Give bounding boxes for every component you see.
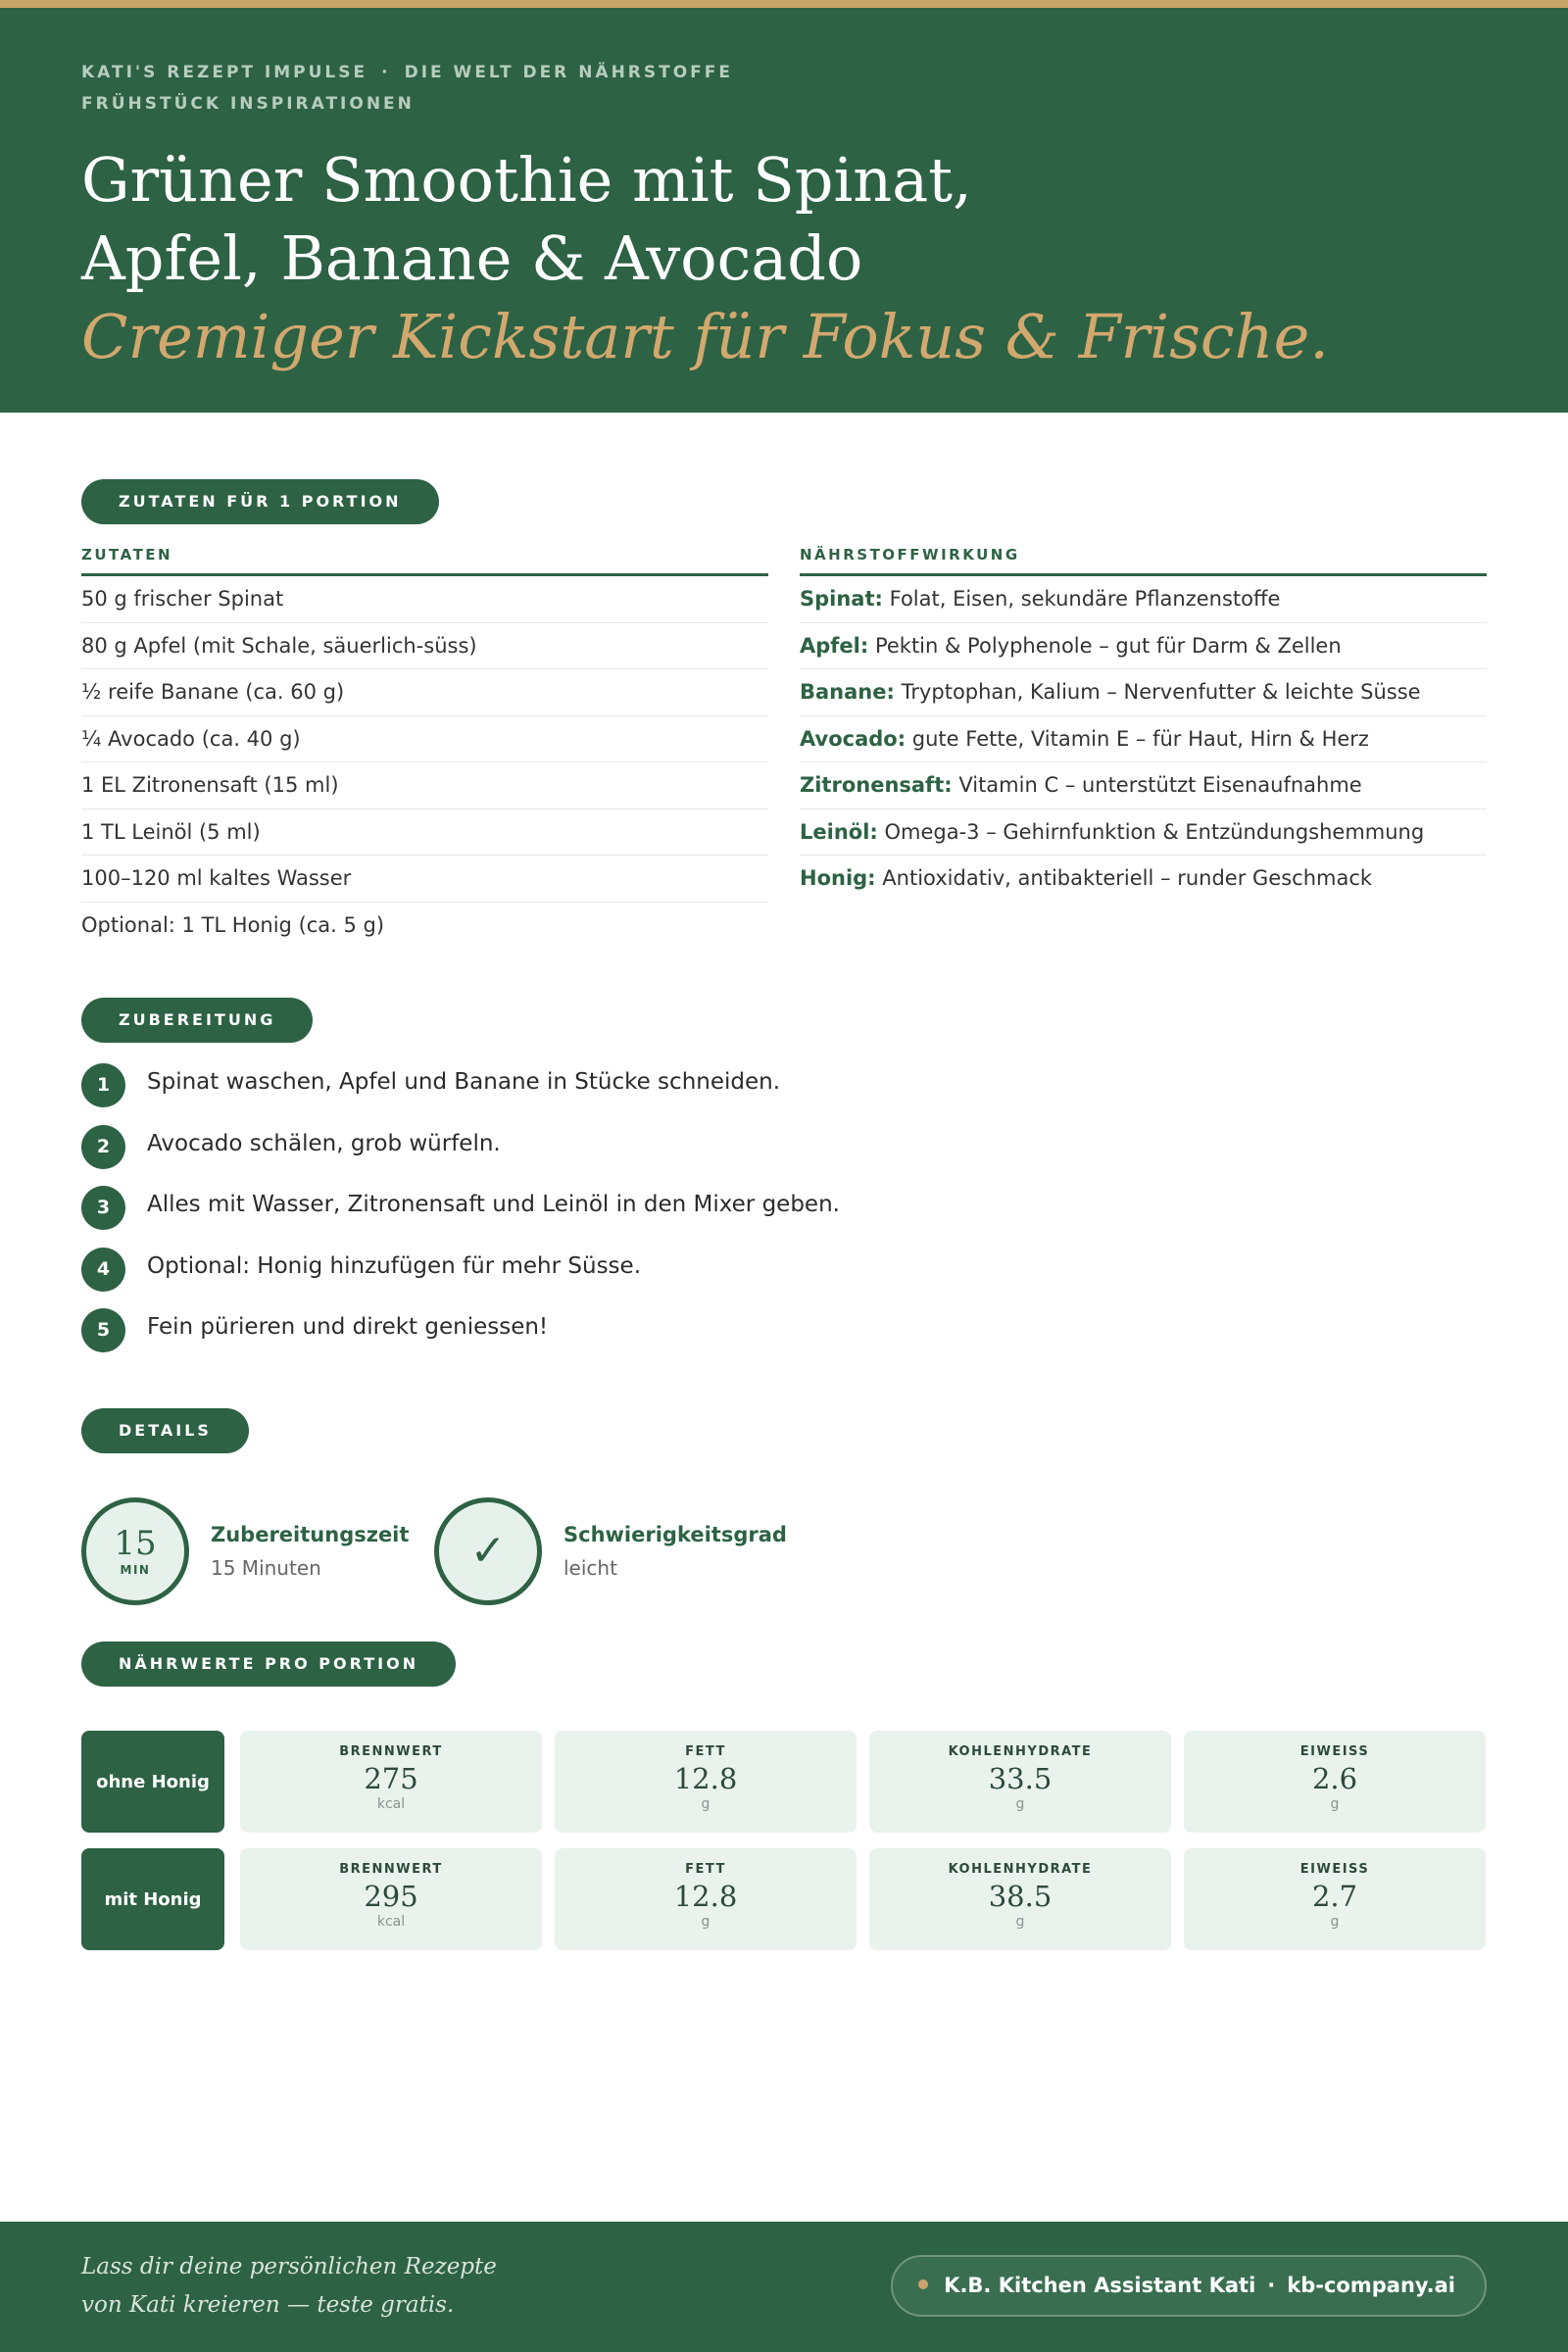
nutrition-cell-value: 12.8 bbox=[673, 1880, 738, 1913]
nutrition-cell-head: FETT bbox=[685, 1862, 726, 1877]
difficulty-value: leicht bbox=[564, 1556, 617, 1580]
ingredients-heading: ZUTATEN bbox=[81, 546, 768, 576]
nutrient-effects-list bbox=[800, 576, 1487, 903]
step-number: 1 bbox=[81, 1063, 125, 1107]
ingredient-item: 1 TL Leinöl (5 ml) bbox=[81, 809, 768, 857]
ingredient-item: ½ reife Banane (ca. 60 g) bbox=[81, 669, 768, 716]
prep-time-value: 15 Minuten bbox=[211, 1556, 321, 1580]
badge-separator: · bbox=[1267, 2274, 1276, 2297]
nutrition-cell-head: BRENNWERT bbox=[339, 1862, 443, 1877]
nutrition-cell bbox=[240, 1848, 542, 1950]
dot-icon bbox=[918, 2279, 928, 2289]
details-pill: DETAILS bbox=[81, 1408, 249, 1453]
nutrition-cell-unit: g bbox=[1330, 1914, 1340, 1930]
footer-tagline bbox=[81, 2248, 497, 2325]
title-line-2: Apfel, Banane & Avocado bbox=[81, 222, 863, 294]
nutrition-row bbox=[81, 1731, 1487, 1833]
ingredients-column bbox=[81, 546, 768, 949]
nutrient-effect-item bbox=[800, 716, 1487, 763]
nutrient-name: Banane: bbox=[800, 680, 895, 704]
preparation-steps bbox=[81, 1063, 963, 1370]
nutrition-cell bbox=[1184, 1731, 1486, 1833]
nutrition-cell-value: 12.8 bbox=[673, 1762, 738, 1795]
nutrition-cell-unit: g bbox=[701, 1796, 710, 1812]
kicker-line-2: FRÜHSTÜCK INSPIRATIONEN bbox=[81, 94, 415, 114]
nutrition-cell bbox=[869, 1731, 1171, 1833]
nutrition-cell-value: 33.5 bbox=[988, 1762, 1053, 1795]
nutrition-cell-head: EIWEISS bbox=[1299, 1744, 1370, 1759]
badge-name: K.B. Kitchen Assistant Kati bbox=[944, 2274, 1256, 2297]
step-item bbox=[81, 1063, 963, 1125]
nutrient-effect-text: Vitamin C – unterstützt Eisenaufnahme bbox=[958, 773, 1362, 797]
nutrition-cell-head: EIWEISS bbox=[1299, 1862, 1370, 1877]
nutrient-effect-text: Tryptophan, Kalium – Nervenfutter & leichte Süsse bbox=[901, 680, 1421, 704]
footer-tagline-line-1: Lass dir deine persönlichen Rezepte bbox=[81, 2254, 497, 2279]
step-item bbox=[81, 1248, 963, 1309]
checkmark-icon bbox=[434, 1497, 542, 1605]
nutrition-cell-unit: kcal bbox=[376, 1914, 406, 1930]
clock-icon bbox=[81, 1497, 189, 1605]
nutrient-effect-text: Folat, Eisen, sekundäre Pflanzenstoffe bbox=[889, 587, 1281, 611]
nutrition-pill: NÄHRWERTE PRO PORTION bbox=[81, 1642, 456, 1687]
nutrient-effect-item bbox=[800, 809, 1487, 857]
step-text: Optional: Honig hinzufügen für mehr Süsse. bbox=[147, 1252, 642, 1279]
nutrition-row bbox=[81, 1848, 1487, 1950]
step-text: Alles mit Wasser, Zitronensaft und Leinöl in den Mixer geben. bbox=[147, 1192, 840, 1217]
nutrition-cell-unit: g bbox=[701, 1914, 710, 1930]
kicker-separator: · bbox=[381, 63, 391, 82]
nutrition-cell-head: BRENNWERT bbox=[339, 1744, 443, 1759]
ingredients-list bbox=[81, 576, 768, 949]
nutrition-cell bbox=[1184, 1848, 1486, 1950]
ingredient-item: 50 g frischer Spinat bbox=[81, 576, 768, 623]
nutrition-cell-head: FETT bbox=[685, 1744, 726, 1759]
kitchen-assistant-badge[interactable] bbox=[891, 2255, 1487, 2317]
nutrient-effects-heading: NÄHRSTOFFWIRKUNG bbox=[800, 546, 1487, 576]
nutrition-cell-unit: g bbox=[1015, 1796, 1025, 1812]
nutrient-effect-text: Omega-3 – Gehirnfunktion & Entzündungshemmung bbox=[884, 819, 1425, 844]
prep-time-text bbox=[211, 1518, 409, 1585]
nutrient-effect-item bbox=[800, 669, 1487, 716]
checkmark-glyph: ✓ bbox=[469, 1526, 507, 1576]
ingredient-item: 80 g Apfel (mit Schale, säuerlich-süss) bbox=[81, 623, 768, 670]
nutrient-effect-item bbox=[800, 762, 1487, 809]
nutrient-name: Honig: bbox=[800, 866, 876, 890]
ingredient-item: ¼ Avocado (ca. 40 g) bbox=[81, 716, 768, 763]
page-title bbox=[81, 141, 1487, 298]
prep-time-label: Zubereitungszeit bbox=[211, 1523, 410, 1546]
kicker-line-1 bbox=[81, 57, 1487, 88]
nutrition-row-label: ohne Honig bbox=[81, 1731, 224, 1833]
top-accent-line bbox=[0, 0, 1568, 8]
prep-time-number: 15 bbox=[114, 1524, 157, 1563]
footer-tagline-line-2: von Kati kreieren — teste gratis. bbox=[81, 2292, 455, 2318]
page-subtitle: Cremiger Kickstart für Fokus & Frische. bbox=[81, 301, 1329, 372]
hero-header bbox=[0, 8, 1568, 413]
page-footer bbox=[0, 2222, 1568, 2352]
ingredient-item: 1 EL Zitronensaft (15 ml) bbox=[81, 762, 768, 809]
step-item bbox=[81, 1125, 963, 1187]
nutrient-name: Avocado: bbox=[800, 726, 906, 751]
preparation-pill: ZUBEREITUNG bbox=[81, 998, 313, 1043]
prep-time-unit: MIN bbox=[120, 1563, 151, 1577]
step-item bbox=[81, 1186, 963, 1248]
difficulty-text bbox=[564, 1518, 787, 1585]
step-number: 3 bbox=[81, 1186, 125, 1230]
prep-time-detail bbox=[81, 1497, 409, 1605]
title-line-1: Grüner Smoothie mit Spinat, bbox=[81, 144, 972, 216]
nutrient-effect-text: gute Fette, Vitamin E – für Haut, Hirn & Herz bbox=[911, 726, 1369, 751]
nutrient-effect-item bbox=[800, 623, 1487, 670]
nutrition-cell bbox=[555, 1848, 857, 1950]
nutrition-cell-unit: kcal bbox=[376, 1796, 406, 1812]
nutrition-cell-unit: g bbox=[1015, 1914, 1025, 1930]
nutrient-effect-item bbox=[800, 576, 1487, 623]
ingredient-item: Optional: 1 TL Honig (ca. 5 g) bbox=[81, 912, 385, 937]
step-number: 4 bbox=[81, 1248, 125, 1292]
badge-url: kb-company.ai bbox=[1287, 2274, 1455, 2297]
nutrient-name: Leinöl: bbox=[800, 819, 878, 844]
nutrition-row-label: mit Honig bbox=[81, 1848, 224, 1950]
nutrient-name: Zitronensaft: bbox=[800, 773, 953, 797]
nutrition-cell bbox=[240, 1731, 542, 1833]
difficulty-detail bbox=[434, 1497, 787, 1605]
nutrient-effect-text: Pektin & Polyphenole – gut für Darm & Zellen bbox=[874, 633, 1342, 658]
step-text: Avocado schälen, grob würfeln. bbox=[147, 1130, 501, 1156]
step-number: 5 bbox=[81, 1308, 125, 1352]
step-text: Fein pürieren und direkt geniessen! bbox=[147, 1314, 549, 1340]
nutrition-cell-value: 38.5 bbox=[988, 1880, 1053, 1913]
nutrition-cell-value: 2.6 bbox=[1311, 1762, 1358, 1795]
nutrient-name: Spinat: bbox=[800, 587, 883, 611]
nutrition-cell-value: 2.7 bbox=[1311, 1880, 1358, 1913]
nutrition-cell bbox=[555, 1731, 857, 1833]
kicker-topic: DIE WELT DER NÄHRSTOFFE bbox=[404, 63, 734, 82]
nutrient-effects-column bbox=[800, 546, 1487, 903]
step-text: Spinat waschen, Apfel und Banane in Stücke schneiden. bbox=[147, 1069, 781, 1095]
ingredient-item: 100–120 ml kaltes Wasser bbox=[81, 856, 768, 903]
nutrition-cell-head: KOHLENHYDRATE bbox=[948, 1862, 1093, 1877]
nutrition-cell-value: 295 bbox=[364, 1880, 418, 1913]
difficulty-label: Schwierigkeitsgrad bbox=[564, 1523, 787, 1546]
step-item bbox=[81, 1308, 963, 1370]
nutrient-effect-item bbox=[800, 856, 1487, 903]
nutrition-cell bbox=[869, 1848, 1171, 1950]
nutrition-cell-head: KOHLENHYDRATE bbox=[948, 1744, 1093, 1759]
ingredients-pill: ZUTATEN FÜR 1 PORTION bbox=[81, 479, 439, 524]
nutrition-cell-value: 275 bbox=[364, 1762, 418, 1795]
nutrition-cell-unit: g bbox=[1330, 1796, 1340, 1812]
step-number: 2 bbox=[81, 1125, 125, 1169]
nutrient-effect-text: Antioxidativ, antibakteriell – runder Geschmack bbox=[882, 866, 1373, 890]
nutrition-table bbox=[81, 1731, 1487, 1966]
nutrient-name: Apfel: bbox=[800, 633, 869, 658]
kicker-brand: KATI'S REZEPT IMPULSE bbox=[81, 63, 368, 82]
